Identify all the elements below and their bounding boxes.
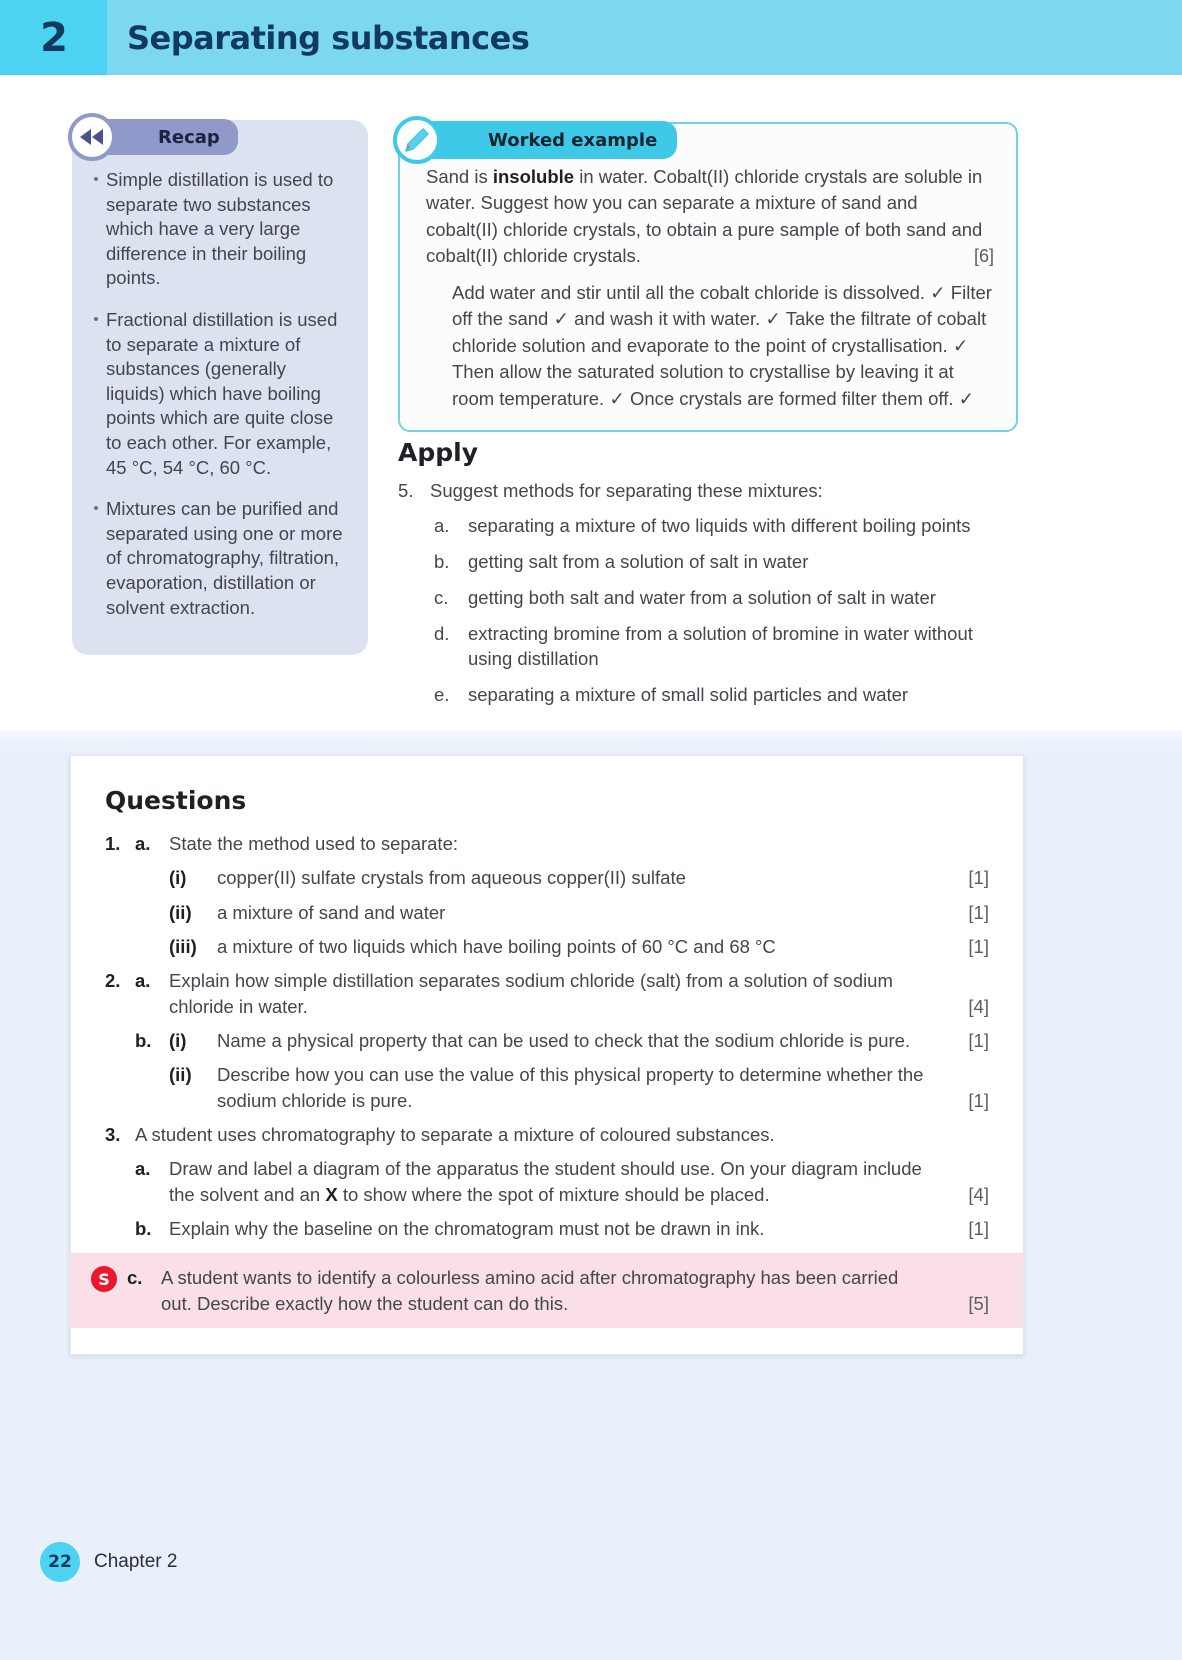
worked-question-part1: Sand is xyxy=(426,166,493,187)
chapter-title-block xyxy=(107,0,1182,75)
question-number: 1. xyxy=(105,833,121,854)
list-item xyxy=(434,550,1018,575)
question-stem: Suggest methods for separating these mixtures: xyxy=(430,480,823,501)
question-text-part1: Draw and label a diagram of the apparatus the student should use. On your diagram include the solvent and an xyxy=(169,1158,922,1205)
roman-label: (ii) xyxy=(169,1064,192,1086)
recap-item-text: Mixtures can be purified and separated using one or more of chromatography, filtration, evaporation, distillation or solvent extraction. xyxy=(106,498,343,618)
question-text: a mixture of sand and water xyxy=(217,901,446,923)
highlighted-question-3c xyxy=(71,1253,1023,1328)
bullet-icon: • xyxy=(93,171,99,188)
question-1a xyxy=(105,831,989,856)
sub-label: e. xyxy=(434,683,450,705)
worked-example-answer: Add water and stir until all the cobalt chloride is dissolved. ✓ Filter off the sand ✓ and wash it with water. ✓ Take the filtrate of cobalt chloride solution and evaporate to the point of crystallisation. ✓ Then allow the saturated solution to crystallise by leaving it at room temperature. ✓ Once crystals are formed filter them off. ✓ xyxy=(452,281,992,409)
sub-text: getting salt from a solution of salt in water xyxy=(468,550,809,572)
sub-text: separating a mixture of small solid particles and water xyxy=(468,683,909,705)
sub-text: getting both salt and water from a solution of salt in water xyxy=(468,586,936,608)
recap-item-text: Fractional distillation is used to separate a mixture of substances (generally liquids) which have boiling points which are quite close to each other. For example, 45 °C, 54 °C, 60 °C. xyxy=(106,308,338,478)
list-item xyxy=(86,308,348,480)
worked-example-marks: [6] xyxy=(973,246,994,267)
list-item xyxy=(434,622,1018,672)
question-number: 3. xyxy=(105,1124,121,1146)
page-number-badge: 22 xyxy=(40,1542,80,1582)
list-item xyxy=(434,514,1018,539)
question-number: 5. xyxy=(398,480,414,501)
supplement-badge-icon: S xyxy=(91,1266,117,1292)
question-text: Explain how simple distillation separates sodium chloride (salt) from a solution of sodium chloride in water. xyxy=(169,970,893,1017)
list-item xyxy=(86,497,348,620)
question-text: State the method used to separate: xyxy=(169,833,458,854)
part-label: b. xyxy=(135,1030,152,1052)
marks: [1] xyxy=(968,936,989,958)
worked-question-keyword: insoluble xyxy=(492,166,575,187)
chapter-number-block xyxy=(0,0,107,75)
question-text: a mixture of two liquids which have boiling points of 60 °C and 68 °C xyxy=(217,936,776,958)
marks: [1] xyxy=(968,901,989,923)
part-label: a. xyxy=(135,970,151,992)
questions-heading: Questions xyxy=(105,786,247,815)
chapter-header xyxy=(0,0,1182,75)
worked-question-part2: in water. Cobalt(II) chloride crystals are soluble in water. Suggest how you can separate a mixture of sand and cobalt(II) chloride crystals, to obtain a pure sample of both sand and cobalt(II) chloride crystals. xyxy=(426,166,983,267)
chapter-number: 2 xyxy=(40,14,67,61)
pencil-icon xyxy=(390,113,444,167)
marks: [1] xyxy=(968,1089,989,1111)
marks: [4] xyxy=(968,995,989,1017)
question-text-emphasis: X xyxy=(325,1183,338,1205)
question-3a xyxy=(135,1156,989,1207)
question-text-part2: to show where the spot of mixture should be placed. xyxy=(337,1183,770,1205)
sub-label: c. xyxy=(434,586,449,608)
questions-card xyxy=(70,755,1024,1355)
recap-list xyxy=(72,120,368,655)
recap-item-text: Simple distillation is used to separate two substances which have a very large difference in their boiling points. xyxy=(106,169,334,289)
question-3c xyxy=(91,1265,989,1316)
question-text: Explain why the baseline on the chromatogram must not be drawn in ink. xyxy=(169,1218,765,1240)
worked-example-box xyxy=(398,122,1018,432)
question-1a-ii xyxy=(169,900,989,925)
list-item xyxy=(86,168,348,291)
question-2b-ii xyxy=(135,1062,989,1113)
footer-chapter-label: Chapter 2 xyxy=(94,1551,178,1572)
marks: [4] xyxy=(968,1183,989,1205)
bullet-icon: • xyxy=(93,500,99,518)
question-text: Describe how you can use the value of this physical property to determine whether the sodium chloride is pure. xyxy=(217,1064,924,1111)
roman-label: (i) xyxy=(169,1030,187,1052)
question-text: copper(II) sulfate crystals from aqueous copper(II) sulfate xyxy=(217,867,686,889)
worked-example-label: Worked example xyxy=(488,129,658,151)
question-number: 2. xyxy=(105,970,121,992)
sub-label: d. xyxy=(434,622,450,644)
sub-text: separating a mixture of two liquids with different boiling points xyxy=(468,514,971,536)
part-label: c. xyxy=(127,1267,143,1289)
marks: [5] xyxy=(968,1292,989,1314)
apply-question-5 xyxy=(398,479,1018,504)
list-item xyxy=(434,683,1018,708)
part-label: a. xyxy=(135,833,151,854)
recap-header-tab xyxy=(106,119,238,155)
sub-label: b. xyxy=(434,550,450,572)
question-3-stem xyxy=(105,1122,989,1147)
marks: [1] xyxy=(968,1218,989,1240)
apply-section xyxy=(398,438,1018,719)
roman-label: (ii) xyxy=(169,901,192,923)
bullet-icon: • xyxy=(93,310,99,328)
worked-example-header-tab xyxy=(432,121,677,159)
question-text: A student uses chromatography to separate a mixture of coloured substances. xyxy=(135,1124,775,1146)
question-text: Name a physical property that can be used to check that the sodium chloride is pure. xyxy=(217,1030,911,1052)
recap-label: Recap xyxy=(158,126,220,148)
worked-example-question xyxy=(426,164,994,270)
roman-label: (iii) xyxy=(169,936,197,958)
chapter-title: Separating substances xyxy=(127,18,530,57)
sub-text: extracting bromine from a solution of bromine in water without using distillation xyxy=(468,622,973,669)
roman-label: (i) xyxy=(169,867,187,889)
page-footer xyxy=(40,1542,177,1582)
sub-label: a. xyxy=(434,514,450,536)
question-2b-i xyxy=(135,1028,989,1053)
question-1a-iii xyxy=(169,934,989,959)
rewind-icon xyxy=(66,111,118,163)
part-label: a. xyxy=(135,1158,151,1180)
part-label: b. xyxy=(135,1218,152,1240)
marks: [1] xyxy=(968,1030,989,1052)
list-item xyxy=(434,586,1018,611)
apply-heading: Apply xyxy=(398,438,479,467)
question-1a-i xyxy=(169,865,989,890)
recap-box xyxy=(72,120,368,655)
marks: [1] xyxy=(968,867,989,889)
question-text xyxy=(169,1156,949,1207)
question-2a xyxy=(105,968,989,1019)
question-3b xyxy=(135,1216,989,1241)
question-text: A student wants to identify a colourless amino acid after chromatography has been carried out. Describe exactly how the student can do this. xyxy=(161,1267,899,1314)
